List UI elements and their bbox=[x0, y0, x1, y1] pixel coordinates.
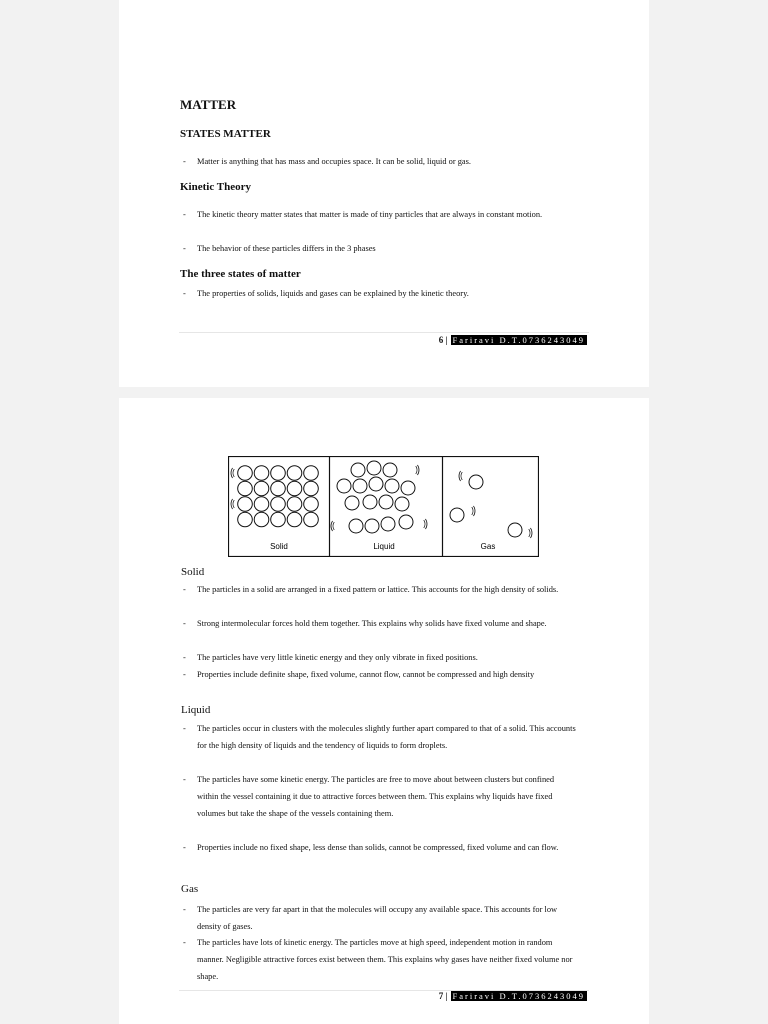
section-title-kinetic-theory: Kinetic Theory bbox=[180, 181, 251, 193]
liquid-particle bbox=[349, 519, 363, 533]
page-footer bbox=[439, 335, 587, 345]
liquid-particle bbox=[401, 481, 415, 495]
liquid-particle bbox=[353, 479, 367, 493]
liquid-particle bbox=[351, 463, 365, 477]
solid-particle bbox=[254, 466, 269, 481]
list-item: - The kinetic theory matter states that matter is made of tiny particles that are always in constant motion. bbox=[183, 210, 543, 219]
solid-particle bbox=[304, 481, 319, 496]
gas-particle bbox=[508, 523, 522, 537]
author-tag: Fariravi D.T.0736243049 bbox=[452, 335, 585, 345]
label-gas: Gas bbox=[480, 542, 496, 551]
liquid-particle bbox=[363, 495, 377, 509]
solid-particle bbox=[271, 512, 286, 527]
document-page-7 bbox=[119, 398, 649, 1024]
liquid-particle bbox=[337, 479, 351, 493]
list-item: - The particles occur in clusters with the molecules slightly further apart compared to that of a solid. This accounts for the high density of liquids and the tendency of liquids to form droplets. bbox=[183, 724, 576, 750]
page-number: 7 | bbox=[438, 991, 448, 1001]
solid-particle bbox=[254, 512, 269, 527]
solid-particle bbox=[271, 497, 286, 512]
section-title-solid: Solid bbox=[181, 566, 205, 578]
footer-divider bbox=[179, 332, 589, 333]
liquid-particle bbox=[383, 463, 397, 477]
liquid-particle bbox=[385, 479, 399, 493]
solid-particle bbox=[287, 497, 302, 512]
page-title: MATTER bbox=[180, 97, 237, 112]
liquid-particle bbox=[379, 495, 393, 509]
label-solid: Solid bbox=[270, 542, 288, 551]
solid-particle bbox=[238, 497, 253, 512]
liquid-particle bbox=[345, 496, 359, 510]
solid-particle bbox=[238, 512, 253, 527]
liquid-particle bbox=[381, 517, 395, 531]
liquid-particle bbox=[395, 497, 409, 511]
solid-particle bbox=[304, 466, 319, 481]
solid-particle bbox=[238, 466, 253, 481]
solid-particle bbox=[271, 481, 286, 496]
solid-particle bbox=[287, 466, 302, 481]
list-item: - The behavior of these particles differs in the 3 phases bbox=[183, 244, 376, 253]
list-item: - Properties include no fixed shape, less dense than solids, cannot be compressed, fixed volume and can flow. bbox=[183, 843, 559, 852]
list-item: - The properties of solids, liquids and gases can be explained by the kinetic theory. bbox=[183, 289, 469, 298]
liquid-particle bbox=[367, 461, 381, 475]
solid-particle bbox=[238, 481, 253, 496]
page-footer bbox=[439, 991, 587, 1001]
document-page-6 bbox=[119, 0, 649, 387]
list-item: - The particles have very little kinetic energy and they only vibrate in fixed positions. bbox=[183, 653, 478, 662]
page-number: 6 | bbox=[438, 335, 448, 345]
solid-particle bbox=[271, 466, 286, 481]
list-item: - The particles have lots of kinetic energy. The particles move at high speed, independent motion in random manner. Negligible attractive forces exist between them. This explains why gases have neither fixed volume nor shape. bbox=[183, 938, 573, 981]
solid-particle bbox=[287, 481, 302, 496]
solid-particle bbox=[254, 481, 269, 496]
liquid-particle bbox=[369, 477, 383, 491]
list-item: - Properties include definite shape, fixed volume, cannot flow, cannot be compressed and high density bbox=[183, 670, 535, 679]
section-title-three-states: The three states of matter bbox=[180, 268, 301, 280]
label-liquid: Liquid bbox=[373, 542, 395, 551]
list-item: - The particles are very far apart in that the molecules will occupy any available space. This accounts for low density of gases. bbox=[183, 905, 558, 931]
liquid-particle bbox=[365, 519, 379, 533]
author-tag: Fariravi D.T.0736243049 bbox=[452, 991, 585, 1001]
section-title-gas: Gas bbox=[181, 883, 199, 895]
list-item: - The particles in a solid are arranged in a fixed pattern or lattice. This accounts for the high density of solids. bbox=[183, 585, 559, 594]
gas-particle bbox=[469, 475, 483, 489]
solid-particle bbox=[254, 497, 269, 512]
solid-particle bbox=[304, 497, 319, 512]
list-item: - Strong intermolecular forces hold them together. This explains why solids have fixed volume and shape. bbox=[183, 619, 547, 628]
solid-particle bbox=[287, 512, 302, 527]
list-item: - The particles have some kinetic energy. The particles are free to move about between clusters but confined within the vessel containing it due to attractive forces between them. This explains why liquids have fixed volumes but take the shape of the vessels containing them. bbox=[183, 775, 555, 818]
gas-particle bbox=[450, 508, 464, 522]
section-title-states-matter: STATES MATTER bbox=[180, 128, 271, 140]
states-of-matter-diagram bbox=[228, 456, 539, 557]
section-title-liquid: Liquid bbox=[181, 704, 211, 716]
solid-particle bbox=[304, 512, 319, 527]
list-item: - Matter is anything that has mass and occupies space. It can be solid, liquid or gas. bbox=[183, 157, 471, 166]
liquid-particle bbox=[399, 515, 413, 529]
